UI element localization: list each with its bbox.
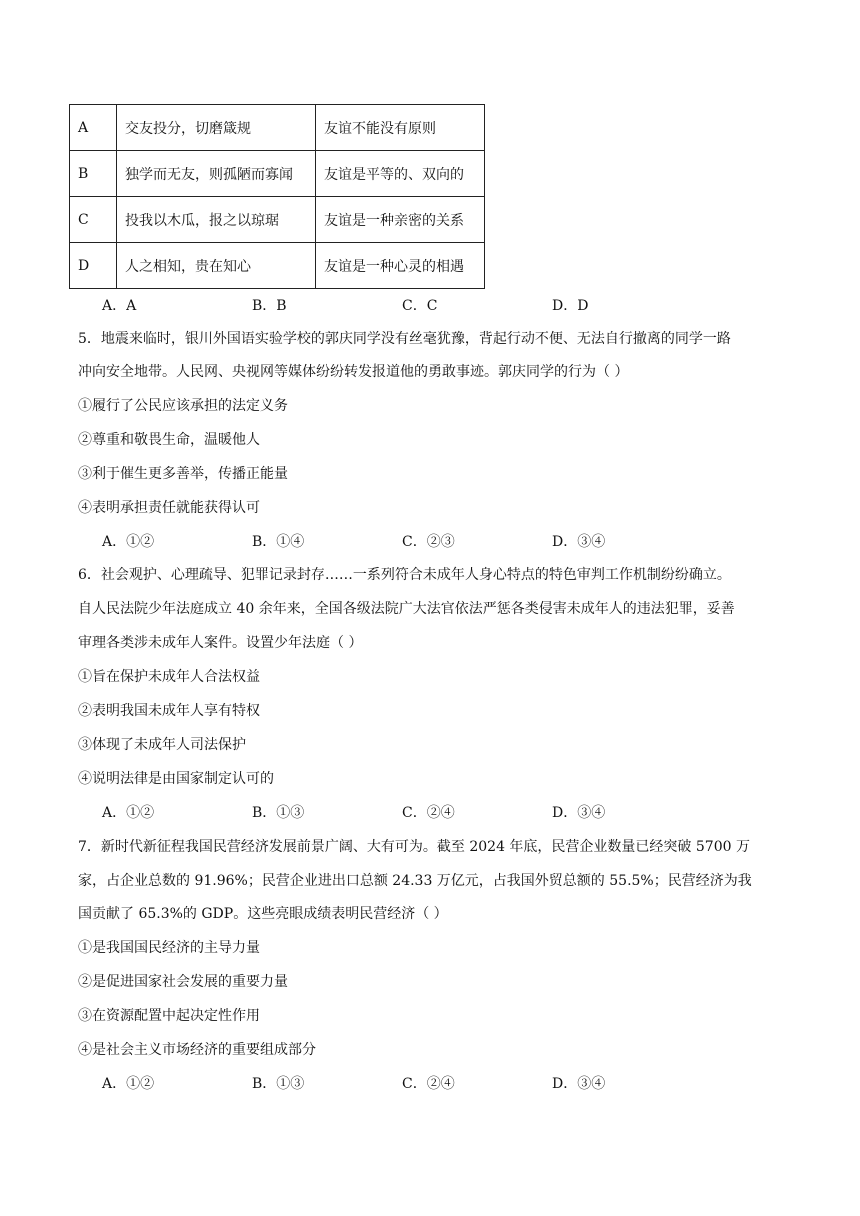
- choice-a: A．①②: [102, 534, 155, 550]
- q7-item-1: ①是我国国民经济的主导力量: [78, 940, 260, 956]
- choice-a: A．A: [102, 298, 137, 314]
- row-meaning: 友谊是平等的、双向的: [316, 151, 485, 197]
- q7-item-2: ②是促进国家社会发展的重要力量: [78, 974, 288, 990]
- choice-b: B．①④: [252, 534, 305, 550]
- choice-c: C．②④: [402, 1076, 455, 1092]
- choice-a: A．①②: [102, 1076, 155, 1092]
- q6-choices: [102, 803, 702, 823]
- q5-item-4: ④表明承担责任就能获得认可: [78, 500, 260, 516]
- choice-c: C．C: [402, 298, 438, 314]
- row-quote: 交友投分，切磨箴规: [117, 105, 316, 151]
- q7-item-4: ④是社会主义市场经济的重要组成部分: [78, 1042, 316, 1058]
- q6-item-2: ②表明我国未成年人享有特权: [78, 703, 260, 719]
- q5-item-1: ①履行了公民应该承担的法定义务: [78, 398, 288, 414]
- choice-d: D．③④: [552, 534, 606, 550]
- table-row: [70, 243, 485, 289]
- q6-item-3: ③体现了未成年人司法保护: [78, 737, 246, 753]
- q6-stem-line2: 自人民法院少年法庭成立 40 余年来，全国各级法院广大法官依法严惩各类侵害未成年人的违法犯罪，妥善: [78, 601, 735, 617]
- choice-a: A．①②: [102, 805, 155, 821]
- choice-b: B．①③: [252, 805, 305, 821]
- row-letter: B: [70, 151, 117, 197]
- q5-item-2: ②尊重和敬畏生命，温暖他人: [78, 432, 260, 448]
- row-quote: 独学而无友，则孤陋而寡闻: [117, 151, 316, 197]
- choice-b: B．①③: [252, 1076, 305, 1092]
- choice-c: C．②③: [402, 534, 455, 550]
- q6-stem-line1: 6．社会观护、心理疏导、犯罪记录封存……一系列符合未成年人身心特点的特色审判工作机制纷纷确立。: [78, 567, 731, 583]
- row-meaning: 友谊不能没有原则: [316, 105, 485, 151]
- table-row: [70, 197, 485, 243]
- q5-choices: [102, 532, 702, 552]
- q6-item-1: ①旨在保护未成年人合法权益: [78, 669, 260, 685]
- row-letter: D: [70, 243, 117, 289]
- q6-stem-line3: 审理各类涉未成年人案件。设置少年法庭（ ）: [78, 635, 363, 651]
- q7-stem-line3: 国贡献了 65.3%的 GDP。这些亮眼成绩表明民营经济（ ）: [78, 906, 448, 922]
- row-letter: A: [70, 105, 117, 151]
- q7-stem-line1: 7．新时代新征程我国民营经济发展前景广阔、大有可为。截至 2024 年底，民营企业数量已经突破 5700 万: [78, 839, 750, 855]
- choice-c: C．②④: [402, 805, 455, 821]
- q7-choices: [102, 1074, 702, 1094]
- row-letter: C: [70, 197, 117, 243]
- row-meaning: 友谊是一种亲密的关系: [316, 197, 485, 243]
- q4-choices: [102, 296, 702, 316]
- table-row: [70, 151, 485, 197]
- table-row: [70, 105, 485, 151]
- choice-d: D．③④: [552, 805, 606, 821]
- q7-stem-line2: 家，占企业总数的 91.96%；民营企业进出口总额 24.33 万亿元，占我国外贸总额的 55.5%；民营经济为我: [78, 873, 752, 889]
- options-table: [69, 104, 485, 289]
- q6-item-4: ④说明法律是由国家制定认可的: [78, 771, 274, 787]
- q5-stem-line1: 5．地震来临时，银川外国语实验学校的郭庆同学没有丝毫犹豫，背起行动不便、无法自行撤离的同学一路: [78, 331, 731, 347]
- row-quote: 投我以木瓜，报之以琼琚: [117, 197, 316, 243]
- row-meaning: 友谊是一种心灵的相遇: [316, 243, 485, 289]
- q5-stem-line2: 冲向安全地带。人民网、央视网等媒体纷纷转发报道他的勇敢事迹。郭庆同学的行为（ ）: [78, 364, 629, 380]
- choice-b: B．B: [252, 298, 287, 314]
- choice-d: D．③④: [552, 1076, 606, 1092]
- choice-d: D．D: [552, 298, 589, 314]
- q5-item-3: ③利于催生更多善举，传播正能量: [78, 466, 288, 482]
- row-quote: 人之相知，贵在知心: [117, 243, 316, 289]
- q7-item-3: ③在资源配置中起决定性作用: [78, 1008, 260, 1024]
